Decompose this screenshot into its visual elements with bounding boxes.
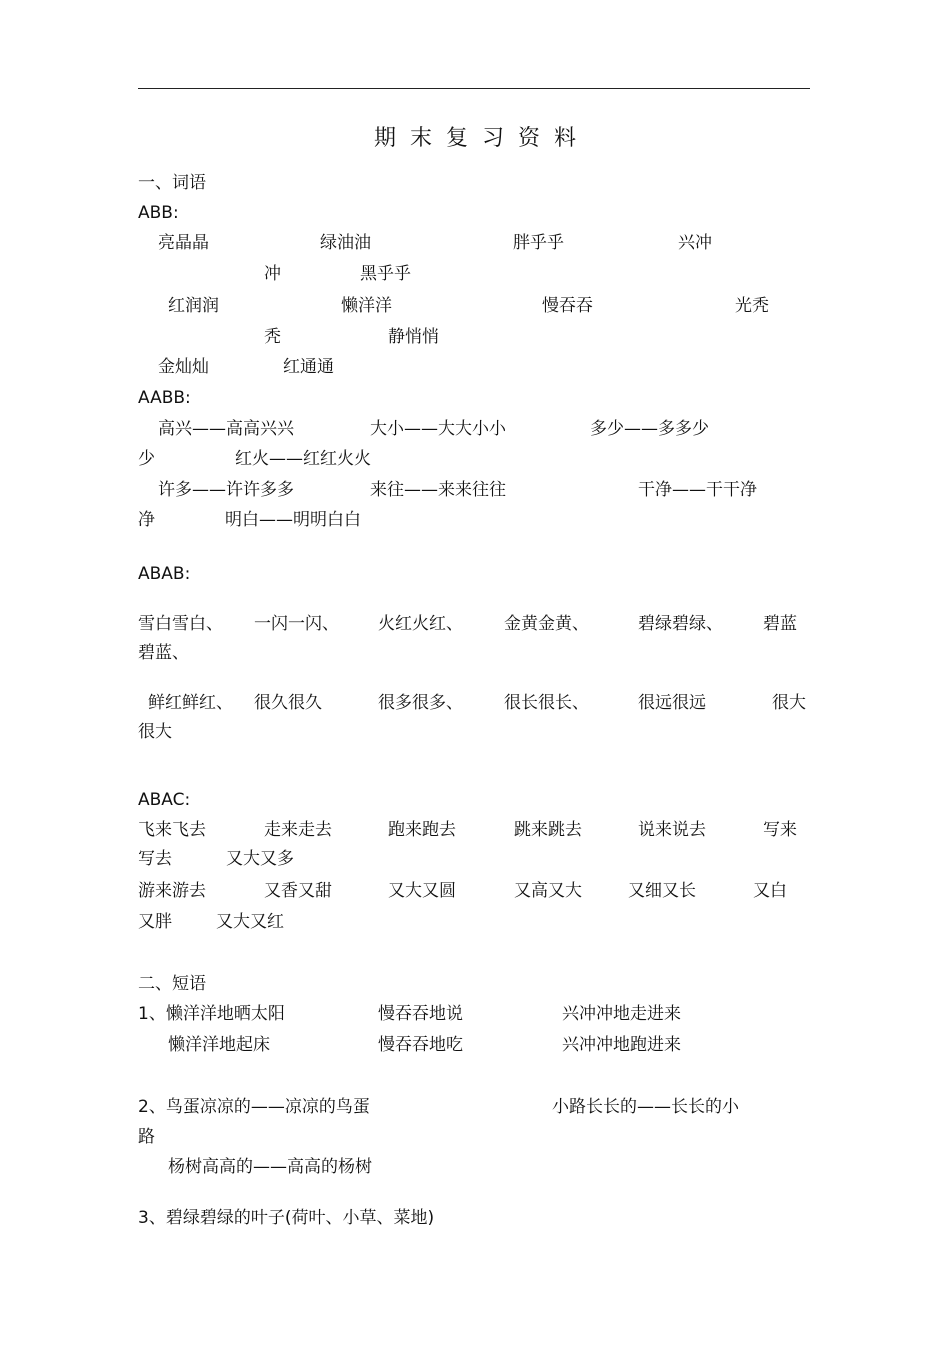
word-item: 金灿灿 (158, 357, 209, 377)
word-item: 碧绿碧绿、 (638, 614, 723, 634)
word-item: 碧蓝 (763, 614, 797, 634)
word-item: 又大又多 (226, 849, 294, 869)
word-item: 写来 (763, 820, 797, 840)
word-item: 懒洋洋 (341, 296, 392, 316)
word-item: 胖乎乎 (513, 233, 564, 253)
word-item: 很长很长、 (504, 693, 589, 713)
word-item: 跳来跳去 (514, 820, 582, 840)
word-item: 慢吞吞 (542, 296, 593, 316)
word-item: 又细又长 (628, 881, 696, 901)
word-item: 又胖 (138, 912, 172, 932)
word-item: 游来游去 (138, 881, 206, 901)
word-item: 飞来飞去 (138, 820, 206, 840)
abb-label: ABB: (138, 203, 179, 223)
word-item: 静悄悄 (388, 327, 439, 347)
header-rule (138, 88, 810, 89)
word-item: 雪白雪白、 (138, 614, 223, 634)
word-item: 又高又大 (514, 881, 582, 901)
aabb-label: AABB: (138, 388, 191, 408)
word-item: 秃 (264, 327, 281, 347)
word-item: 很大 (772, 693, 806, 713)
phrase-item: 慢吞吞地吃 (378, 1035, 463, 1055)
word-item: 又白 (753, 881, 787, 901)
word-item: 碧蓝、 (138, 643, 189, 663)
phrase-item: 懒洋洋地起床 (168, 1035, 270, 1055)
word-item: 兴冲 (678, 233, 712, 253)
phrase-item: 3、碧绿碧绿的叶子(荷叶、小草、菜地) (138, 1208, 435, 1228)
word-item: 走来走去 (264, 820, 332, 840)
word-item: 大小——大大小小 (370, 419, 506, 439)
word-item: 干净——干干净 (638, 480, 757, 500)
word-item: 说来说去 (638, 820, 706, 840)
word-item: 又大又红 (216, 912, 284, 932)
word-item: 来往——来来往往 (370, 480, 506, 500)
word-item: 净 (138, 510, 155, 530)
word-item: 光秃 (735, 296, 769, 316)
word-item: 金黄金黄、 (504, 614, 589, 634)
abab-label: ABAB: (138, 564, 191, 584)
word-item: 亮晶晶 (158, 233, 209, 253)
word-item: 许多——许许多多 (158, 480, 294, 500)
abac-label: ABAC: (138, 790, 191, 810)
phrase-item: 1、懒洋洋地晒太阳 (138, 1004, 285, 1024)
word-item: 跑来跑去 (388, 820, 456, 840)
word-item: 冲 (264, 264, 281, 284)
word-item: 高兴——高高兴兴 (158, 419, 294, 439)
word-item: 很大 (138, 722, 172, 742)
page-title: 期末复习资料 (373, 126, 590, 151)
word-item: 多少——多多少 (590, 419, 709, 439)
phrase-item: 兴冲冲地走进来 (562, 1004, 681, 1024)
word-item: 火红火红、 (378, 614, 463, 634)
phrase-item: 杨树高高的——高高的杨树 (168, 1157, 372, 1177)
phrase-item: 慢吞吞地说 (378, 1004, 463, 1024)
word-item: 很远很远 (638, 693, 706, 713)
phrase-item: 兴冲冲地跑进来 (562, 1035, 681, 1055)
word-item: 红润润 (168, 296, 219, 316)
word-item: 红火——红红火火 (235, 449, 371, 469)
phrase-item: 小路长长的——长长的小 (552, 1097, 739, 1117)
word-item: 又大又圆 (388, 881, 456, 901)
word-item: 黑乎乎 (360, 264, 411, 284)
word-item: 很久很久 (254, 693, 322, 713)
word-item: 少 (138, 449, 155, 469)
word-item: 红通通 (283, 357, 334, 377)
word-item: 明白——明明白白 (225, 510, 361, 530)
word-item: 绿油油 (320, 233, 371, 253)
word-item: 一闪一闪、 (254, 614, 339, 634)
word-item: 鲜红鲜红、 (148, 693, 233, 713)
phrase-item: 路 (138, 1127, 155, 1147)
word-item: 又香又甜 (264, 881, 332, 901)
section-heading: 二、短语 (138, 974, 206, 994)
section-heading: 一、词语 (138, 173, 206, 193)
phrase-item: 2、鸟蛋凉凉的——凉凉的鸟蛋 (138, 1097, 370, 1117)
word-item: 写去 (138, 849, 172, 869)
word-item: 很多很多、 (378, 693, 463, 713)
